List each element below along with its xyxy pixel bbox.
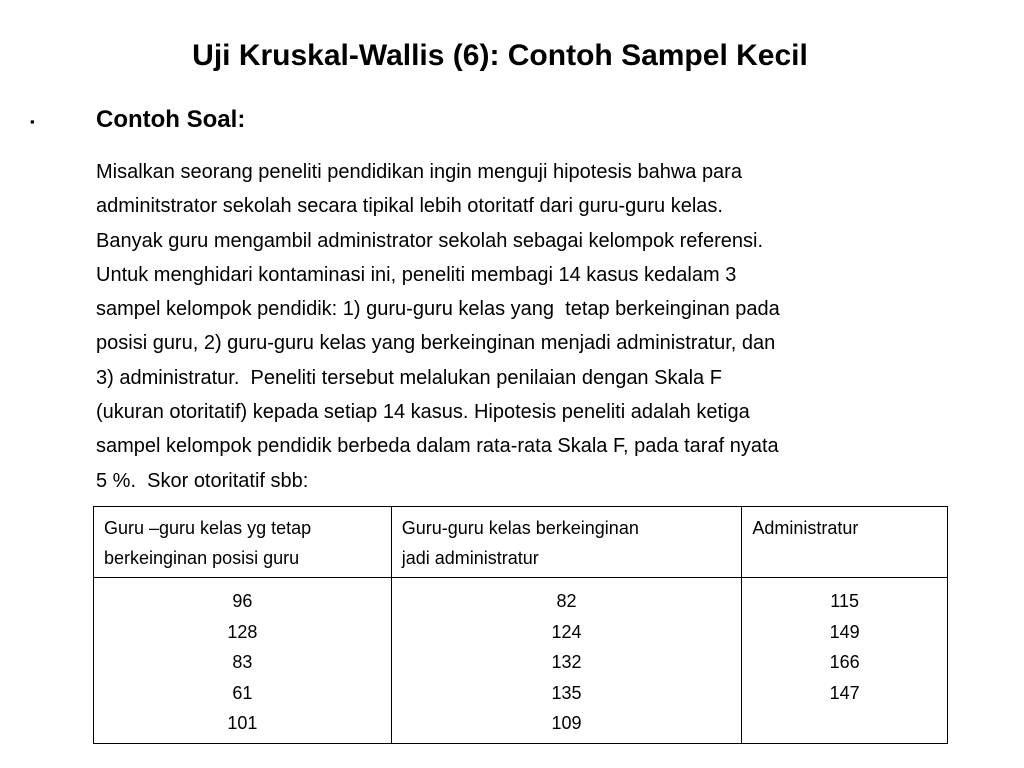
bullet-icon: ▪ bbox=[30, 114, 35, 129]
scores-table bbox=[93, 506, 948, 744]
header-line: jadi administratur bbox=[401, 548, 539, 568]
slide-title: Uji Kruskal-Wallis (6): Contoh Sampel Kecil bbox=[192, 39, 808, 72]
paragraph-line: adminitstrator sekolah secara tipikal lebih otoritatf dari guru-guru kelas. bbox=[96, 195, 723, 218]
score-value: 135 bbox=[551, 682, 582, 703]
column-header-guru-tetap bbox=[94, 507, 392, 578]
header-line: berkeinginan posisi guru bbox=[104, 548, 300, 568]
header-line: Administratur bbox=[752, 518, 859, 538]
paragraph-line: Banyak guru mengambil administrator sekolah sebagai kelompok referensi. bbox=[96, 229, 764, 252]
paragraph-line: Untuk menghidari kontaminasi ini, peneliti membagi 14 kasus kedalam 3 bbox=[96, 263, 737, 286]
score-value: 147 bbox=[829, 682, 860, 703]
paragraph-line: (ukuran otoritatif) kepada setiap 14 kasus. Hipotesis peneliti adalah ketiga bbox=[96, 401, 750, 424]
paragraph-line: sampel kelompok pendidik: 1) guru-guru kelas yang tetap berkeinginan pada bbox=[96, 298, 780, 321]
paragraph-line: posisi guru, 2) guru-guru kelas yang berkeinginan menjadi administratur, dan bbox=[96, 332, 776, 355]
score-value: 115 bbox=[830, 591, 859, 611]
table-row bbox=[94, 578, 948, 744]
column-header-administratur bbox=[742, 507, 948, 578]
paragraph-line: sampel kelompok pendidik berbeda dalam rata-rata Skala F, pada taraf nyata bbox=[96, 435, 779, 458]
paragraph-line: 3) administratur. Peneliti tersebut melalukan penilaian dengan Skala F bbox=[96, 366, 722, 389]
header-line: Guru-guru kelas berkeinginan bbox=[401, 518, 639, 538]
score-value: 109 bbox=[551, 713, 582, 733]
score-value: 124 bbox=[551, 621, 582, 642]
score-value: 101 bbox=[227, 713, 258, 733]
score-value: 166 bbox=[829, 652, 860, 672]
score-value: 128 bbox=[227, 621, 258, 642]
column-header-guru-berkeinginan bbox=[391, 507, 742, 578]
table-header-row bbox=[94, 507, 948, 578]
scores-cell-guru-berkeinginan bbox=[391, 578, 742, 744]
scores-cell-administratur bbox=[742, 578, 948, 744]
scores-cell-guru-tetap bbox=[94, 578, 392, 744]
score-value: 132 bbox=[551, 652, 582, 672]
header-line: Guru –guru kelas yg tetap bbox=[104, 518, 312, 538]
subheading: Contoh Soal: bbox=[96, 106, 246, 133]
problem-paragraph bbox=[96, 155, 996, 498]
score-value: 96 bbox=[232, 591, 253, 611]
score-value: 82 bbox=[556, 591, 577, 611]
score-value: 83 bbox=[232, 652, 253, 672]
score-value: 61 bbox=[232, 682, 253, 703]
paragraph-line: Misalkan seorang peneliti pendidikan ingin menguji hipotesis bahwa para bbox=[96, 161, 742, 183]
paragraph-line: 5 %. Skor otoritatif sbb: bbox=[96, 469, 309, 492]
score-value: 149 bbox=[829, 621, 860, 642]
